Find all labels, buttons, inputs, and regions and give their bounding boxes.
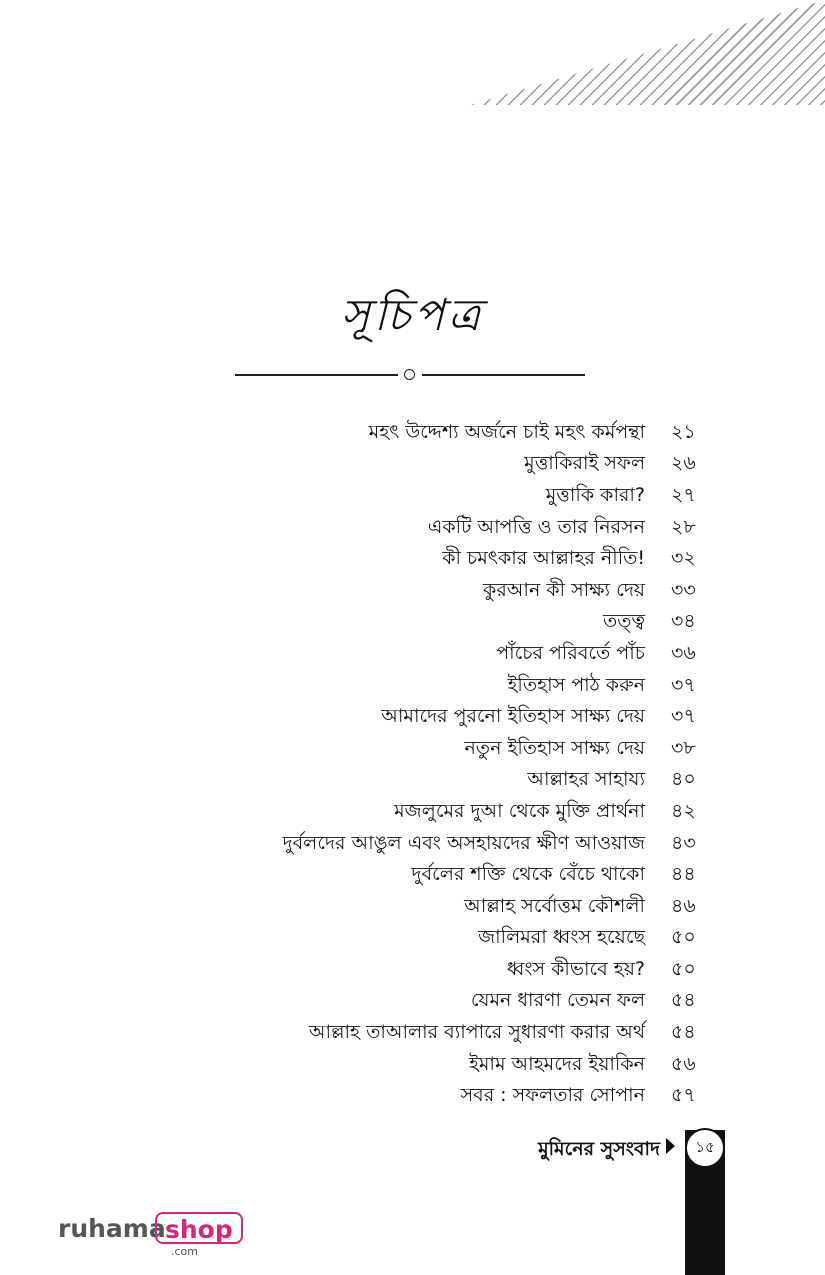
toc-entry[interactable] [230,418,705,450]
toc-entry-page: ৫৪ [671,1021,696,1044]
toc-entry[interactable] [230,734,705,766]
toc-entry[interactable] [230,639,705,671]
toc-entry-title: সবর : সফলতার সোপান [460,1084,645,1107]
toc-entry-page: ৫৬ [671,1052,696,1075]
toc-entry-title: আল্লাহ সর্বোত্তম কৌশলী [464,894,645,917]
toc-entry[interactable] [230,1081,705,1113]
toc-entry[interactable] [230,766,705,798]
toc-entry-title: ইমাম আহমদের ইয়াকিন [469,1052,645,1075]
toc-entry-title: আল্লাহ তাআলার ব্যাপারে সুধারণা করার অর্থ [308,1021,645,1044]
toc-entry[interactable] [230,576,705,608]
toc-entry-page: ৪৪ [671,863,696,886]
toc-entry-title: মহৎ উদ্দেশ্য অর্জনে চাই মহৎ কর্মপন্থা [368,420,645,443]
toc-entry-page: ৪০ [671,768,696,791]
toc-entry-page: ৪৩ [671,831,696,854]
toc-entry-page: ২১ [671,420,696,443]
toc-entry-page: ৩৩ [671,578,696,601]
toc-entry-page: ৩২ [671,547,696,570]
toc-entry-title: নতুন ইতিহাস সাক্ষ্য দেয় [464,736,645,759]
toc-entry-page: ৫০ [671,926,696,949]
corner-stripes-decoration [470,0,825,105]
toc-entry-page: ৫০ [671,957,696,980]
toc-entry[interactable] [230,987,705,1019]
toc-entry-title: আমাদের পুরনো ইতিহাস সাক্ষ্য দেয় [381,705,645,728]
toc-entry-page: ৩৭ [671,705,696,728]
toc-entry-title: তত্ত্ব [602,610,645,633]
toc-entry-title: ইতিহাস পাঠ করুন [507,673,645,696]
toc-entry[interactable] [230,829,705,861]
toc-entry-title: একটি আপত্তি ও তার নিরসন [427,515,645,538]
toc-entry-page: ৩৮ [671,736,696,759]
toc-entry[interactable] [230,860,705,892]
toc-entry-page: ২৭ [671,483,696,506]
toc-entry-page: ২৬ [671,452,696,475]
toc-entry-title: জালিমরা ধ্বংস হয়েছে [478,926,645,949]
toc-entry-title: মুত্তাকিরাই সফল [524,452,645,475]
toc-entry-title: কুরআন কী সাক্ষ্য দেয় [483,578,645,601]
toc-entry[interactable] [230,955,705,987]
toc-entry[interactable] [230,481,705,513]
page-title: সূচিপত্র [340,290,485,341]
toc-entry[interactable] [230,924,705,956]
title-divider [235,368,585,382]
logo-text-ruhama: ruhama [58,1214,166,1243]
toc-entry[interactable] [230,702,705,734]
logo-text-com: .com [171,1245,198,1258]
toc-entry-page: ২৮ [671,515,696,538]
toc-entry-page: ৩৪ [671,610,696,633]
toc-entry[interactable] [230,671,705,703]
toc-entry[interactable] [230,1050,705,1082]
toc-entry-title: কী চমৎকার আল্লাহর নীতি! [442,547,645,570]
toc-entry-title: যেমন ধারণা তেমন ফল [470,989,645,1012]
divider-line-right [422,374,585,376]
toc-entry-title: পাঁচের পরিবর্তে পাঁচ [496,641,645,664]
table-of-contents [230,418,705,1113]
toc-entry-title: মুত্তাকি কারা? [545,483,645,506]
toc-entry[interactable] [230,1018,705,1050]
toc-entry[interactable] [230,797,705,829]
triangle-right-icon [666,1138,675,1154]
toc-entry-title: আল্লাহর সাহায্য [527,768,645,791]
toc-entry-title: মজলুমের দুআ থেকে মুক্তি প্রার্থনা [394,799,645,822]
toc-entry-page: ৩৬ [671,641,696,664]
logo-text-shop: shop [155,1212,243,1244]
toc-entry-title: দুর্বলের শক্তি থেকে বেঁচে থাকো [411,863,645,886]
toc-entry-title: ধ্বংস কীভাবে হয়? [506,957,645,980]
running-footer-book-title: মুমিনের সুসংবাদ [538,1138,660,1160]
page-number-badge: ১৫ [685,1128,725,1168]
toc-entry-page: ৫৪ [671,989,696,1012]
toc-entry-page: ৩৭ [671,673,696,696]
divider-circle-icon [404,369,415,380]
toc-entry[interactable] [230,892,705,924]
toc-entry-page: ৪২ [671,799,696,822]
toc-entry[interactable] [230,450,705,482]
toc-entry-title: দুর্বলদের আঙুল এবং অসহায়দের ক্ষীণ আওয়াজ [282,831,645,854]
toc-entry-page: ৫৭ [671,1084,696,1107]
divider-line-left [235,374,398,376]
toc-entry[interactable] [230,544,705,576]
toc-entry-page: ৪৬ [671,894,696,917]
toc-entry[interactable] [230,608,705,640]
toc-entry[interactable] [230,513,705,545]
